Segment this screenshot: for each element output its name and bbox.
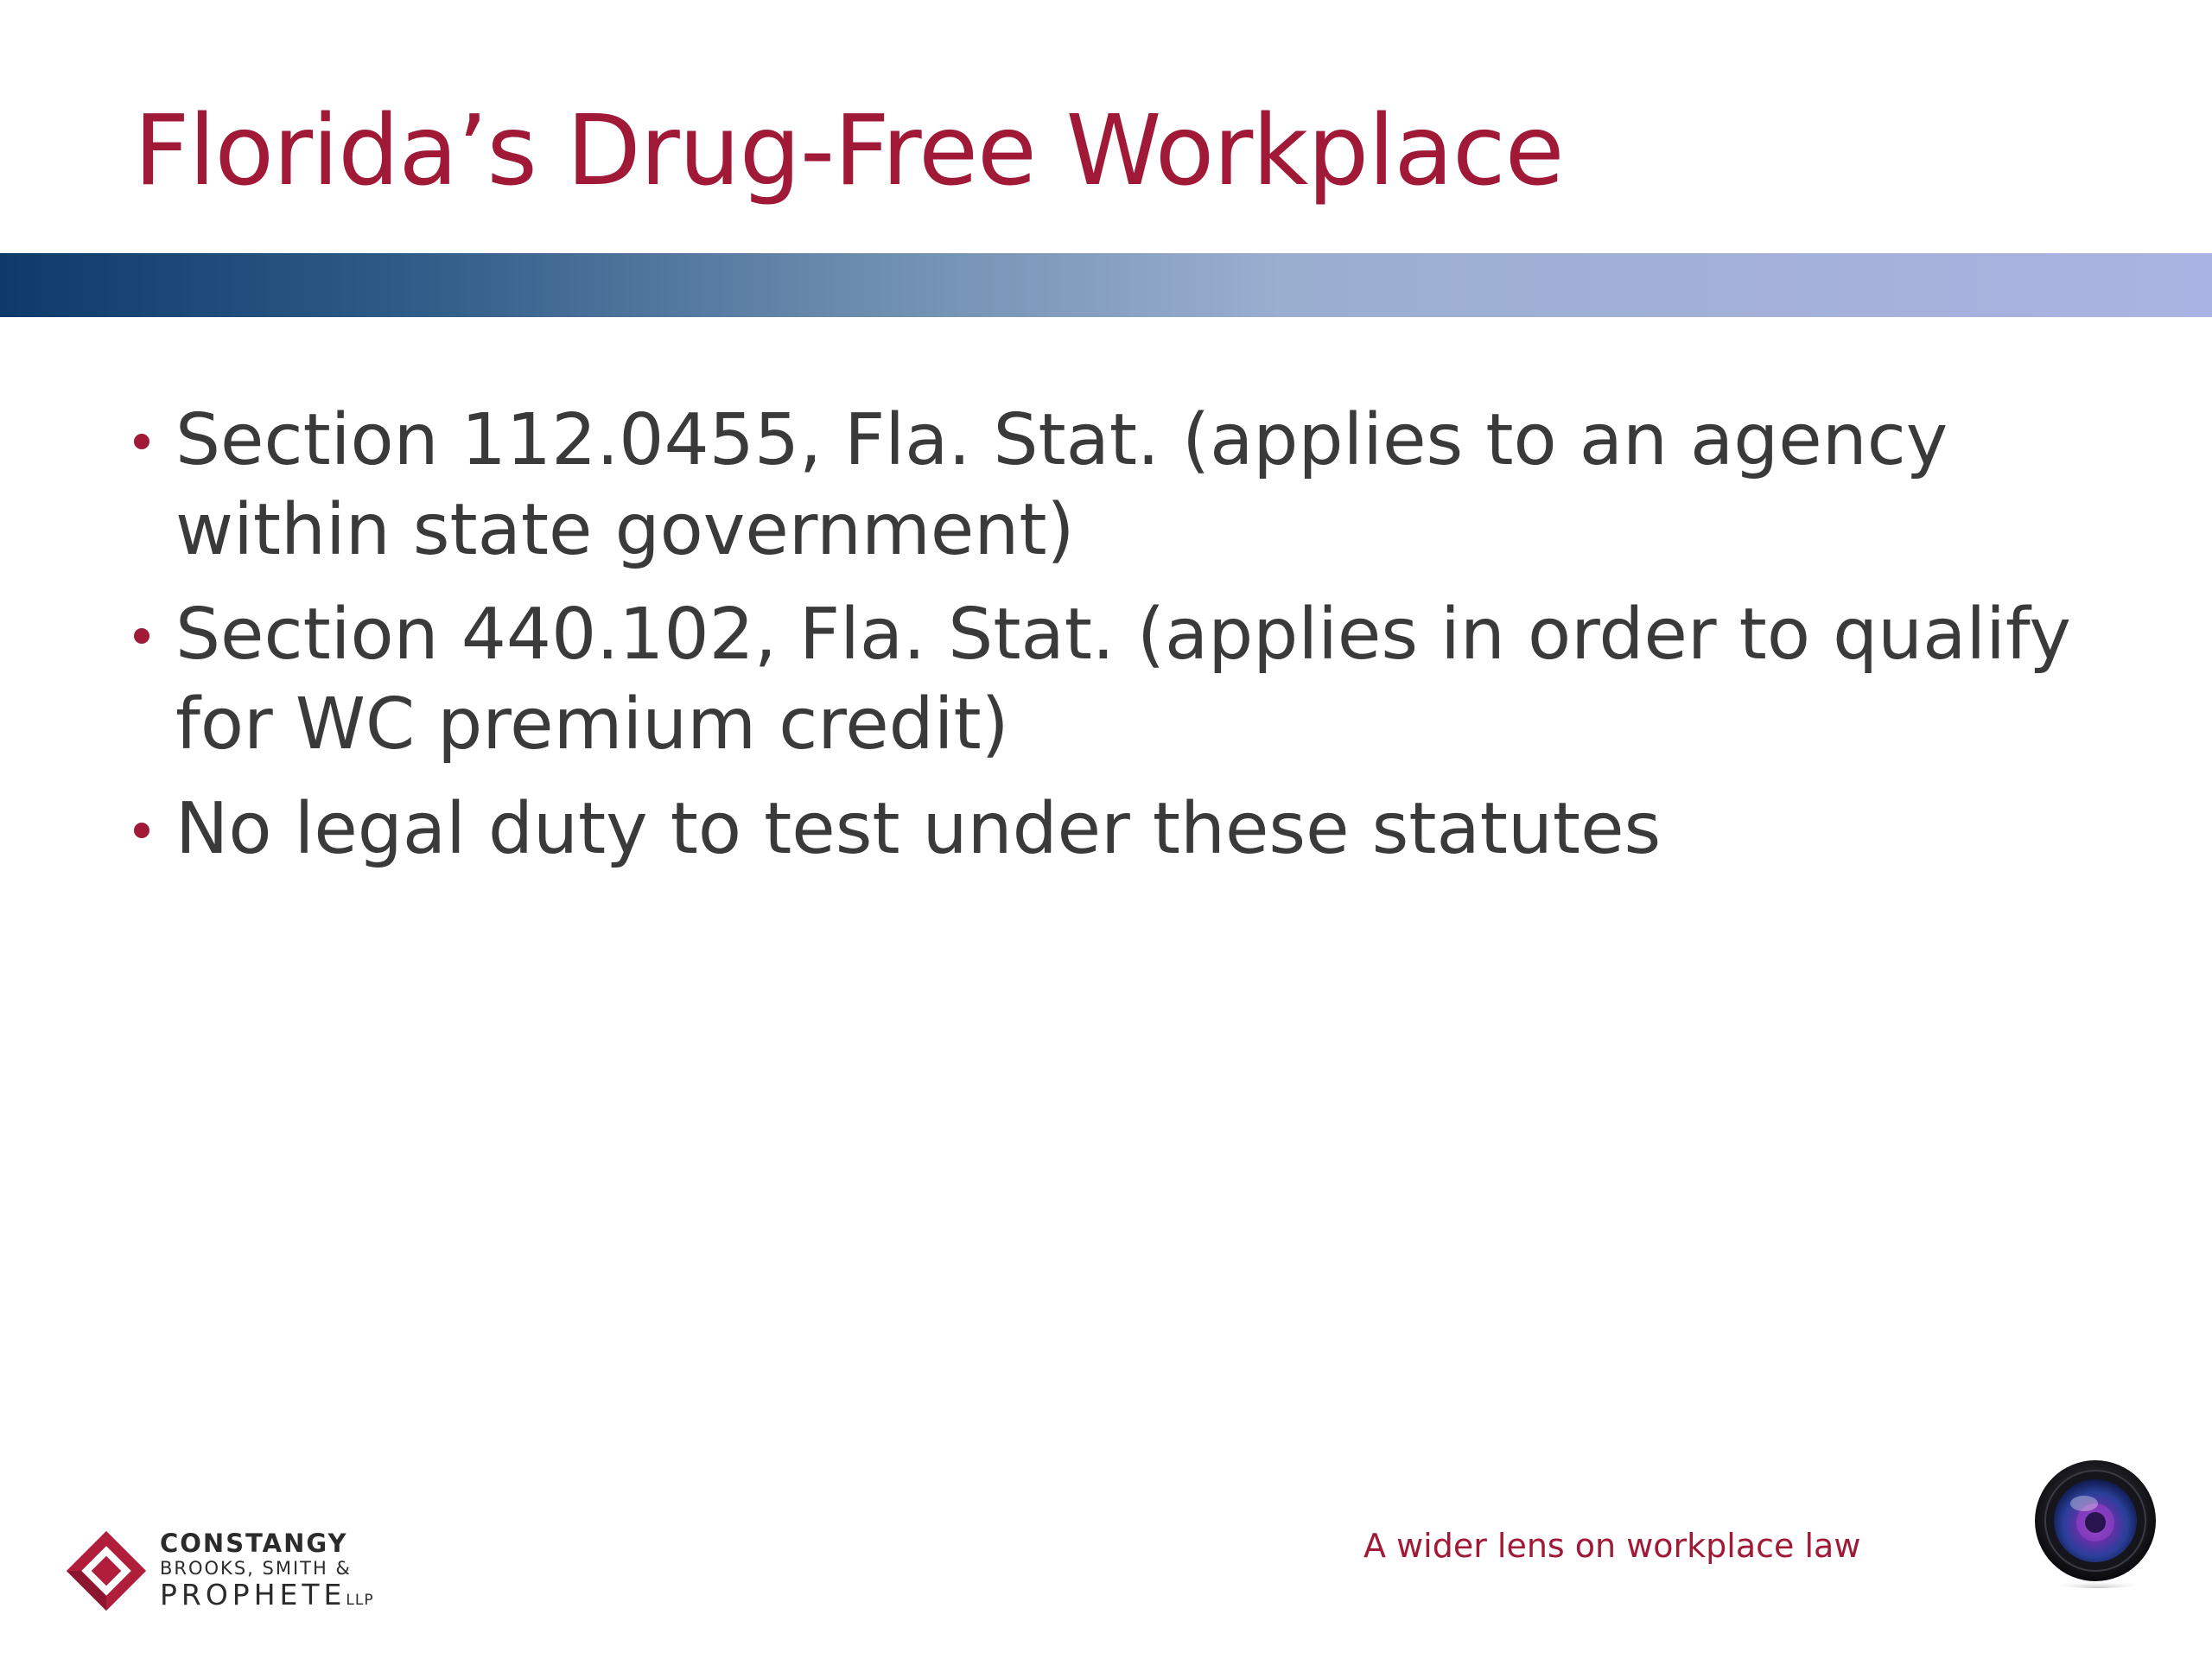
logo-line-3-text: PROPHETE xyxy=(160,1578,346,1611)
header-gradient-band xyxy=(0,253,2212,317)
bullet-text: Section 440.102, Fla. Stat. (applies in order to qualify for WC premium credit) xyxy=(175,594,2071,766)
logo-mark-icon xyxy=(65,1529,148,1612)
logo-suffix: LLP xyxy=(346,1592,374,1609)
bullet-item xyxy=(134,590,2078,770)
footer-tagline: A wider lens on workplace law xyxy=(1363,1527,1861,1565)
bullet-marker xyxy=(134,628,149,644)
logo-line-2: BROOKS, SMITH & xyxy=(160,1558,352,1579)
bullet-marker xyxy=(134,823,149,838)
bullet-text: No legal duty to test under these statutes xyxy=(175,788,1662,870)
company-logo xyxy=(65,1529,445,1616)
bullet-list xyxy=(134,396,2078,889)
bullet-item xyxy=(134,785,2078,874)
bullet-text: Section 112.0455, Fla. Stat. (applies to an agency within state government) xyxy=(175,399,1948,571)
camera-lens-icon xyxy=(2031,1460,2160,1590)
bullet-item xyxy=(134,396,2078,575)
slide-title: Florida’s Drug-Free Workplace xyxy=(134,95,1564,207)
bullet-marker xyxy=(134,434,149,449)
logo-line-3 xyxy=(160,1580,374,1616)
logo-line-1: CONSTANGY xyxy=(160,1529,348,1558)
